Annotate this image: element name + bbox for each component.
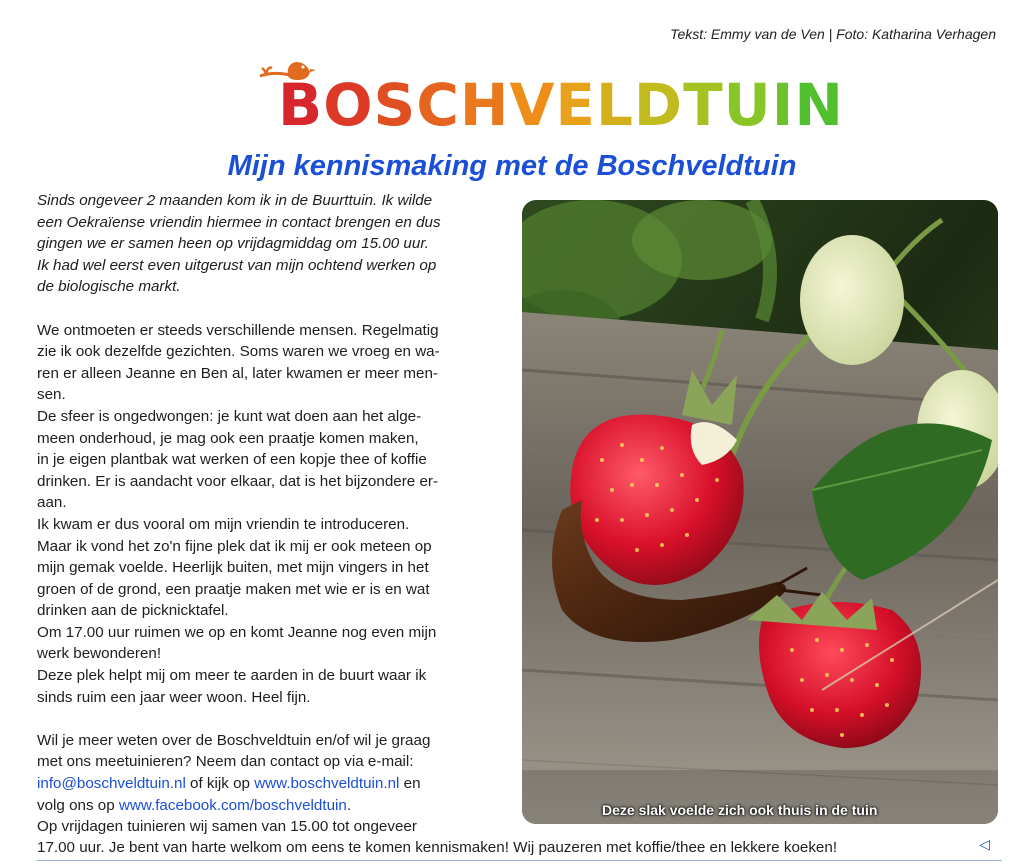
- body-line: groen of de grond, een praatje maken met wie er is en wat: [37, 580, 430, 598]
- logo-letter: S: [373, 71, 417, 139]
- email-link[interactable]: info@boschveldtuin.nl: [37, 775, 186, 793]
- body-line: De sfeer is ongedwongen: je kunt wat doen aan het alge-: [37, 407, 422, 425]
- intro-line: Ik had wel eerst even uitgerust van mijn ochtend werken op: [37, 256, 437, 274]
- body-line: Maar ik vond het zo'n fijne plek dat ik mij er ook meteen op: [37, 537, 432, 555]
- contact-line: met ons meetuinieren? Neem dan contact op via e-mail:: [37, 753, 414, 771]
- contact-text: en: [399, 775, 421, 793]
- body-line: We ontmoeten er steeds verschillende mensen. Regelmatig: [37, 321, 439, 339]
- logo-letter: V: [509, 71, 556, 139]
- author-photo-credit: Tekst: Emmy van de Ven | Foto: Katharina Verhagen: [670, 26, 996, 42]
- body-line: werk bewonderen!: [37, 645, 162, 663]
- body-line: aan.: [37, 494, 67, 512]
- body-line: Deze plek helpt mij om meer te aarden in de buurt waar ik: [37, 667, 427, 685]
- contact-text: .: [346, 796, 352, 814]
- contact-line: [37, 795, 515, 817]
- logo-letter: N: [794, 71, 844, 139]
- logo-wordmark: [278, 71, 844, 139]
- intro-line: de biologische markt.: [37, 278, 181, 296]
- logo-letter: B: [278, 71, 324, 139]
- logo-letter: D: [633, 71, 684, 139]
- body-line: sinds ruim een jaar weer woon. Heel fijn.: [37, 688, 311, 706]
- slug-on-strawberry-photo: [522, 200, 998, 824]
- intro-line: gingen we er samen heen op vrijdagmiddag om 15.00 uur.: [37, 235, 430, 253]
- intro-paragraph: [37, 190, 515, 298]
- facebook-link[interactable]: www.facebook.com/boschveldtuin: [118, 796, 347, 814]
- logo-letter: E: [555, 71, 596, 139]
- article-headline: Mijn kennismaking met de Boschveldtuin: [227, 150, 797, 182]
- body-line: ren er alleen Jeanne en Ben al, later kwamen er meer men-: [37, 364, 438, 382]
- arrow-left-icon: ◁: [979, 836, 990, 852]
- website-link[interactable]: www.boschveldtuin.nl: [254, 775, 400, 793]
- body-line: drinken. Er is aandacht voor elkaar, dat is het bijzondere er-: [37, 472, 438, 490]
- logo-letter: H: [459, 71, 510, 139]
- body-line: zie ik ook dezelfde gezichten. Soms waren we vroeg en wa-: [37, 343, 440, 361]
- logo-letter: T: [683, 71, 724, 139]
- logo-letter: L: [595, 71, 634, 139]
- body-line: drinken aan de picknicktafel.: [37, 602, 229, 620]
- contact-line: Op vrijdagen tuinieren wij samen van 15.00 tot ongeveer: [37, 818, 417, 836]
- body-line: Ik kwam er dus vooral om mijn vriendin te introduceren.: [37, 515, 410, 533]
- logo-letter: O: [323, 71, 374, 139]
- body-line: sen.: [37, 386, 66, 404]
- body-line: Om 17.00 uur ruimen we op en komt Jeanne nog even mijn: [37, 623, 437, 641]
- contact-text: volg ons op: [37, 796, 119, 814]
- contact-line: [37, 773, 515, 795]
- contact-text: of kijk op: [185, 775, 255, 793]
- contact-paragraph: [37, 730, 515, 838]
- logo-letter: I: [771, 71, 795, 139]
- intro-line: een Oekraïense vriendin hiermee in contact brengen en dus: [37, 213, 441, 231]
- boschveldtuin-logo: [258, 58, 844, 139]
- body-line: meen onderhoud, je mag ook een praatje komen maken,: [37, 429, 419, 447]
- intro-line: Sinds ongeveer 2 maanden kom ik in de Buurttuin. Ik wilde: [37, 192, 433, 209]
- article-body: [37, 190, 515, 838]
- body-line: mijn gemak voelde. Heerlijk buiten, met mijn vingers in het: [37, 559, 429, 577]
- body-line: in je eigen plantbak wat werken of een kopje thee of koffie: [37, 451, 427, 469]
- logo-letter: C: [416, 71, 460, 139]
- logo-letter: U: [723, 71, 772, 139]
- body-paragraphs: [37, 320, 515, 709]
- contact-line: Wil je meer weten over de Boschveldtuin en/of wil je graag: [37, 731, 431, 749]
- photo-caption: Deze slak voelde zich ook thuis in de tuin: [602, 802, 878, 818]
- welcome-line: 17.00 uur. Je bent van harte welkom om eens te komen kennismaken! Wij pauzeren met koffie/thee en lekkere koeken!: [37, 839, 838, 856]
- photo-illustration: [522, 200, 998, 824]
- bottom-divider: [37, 860, 1002, 861]
